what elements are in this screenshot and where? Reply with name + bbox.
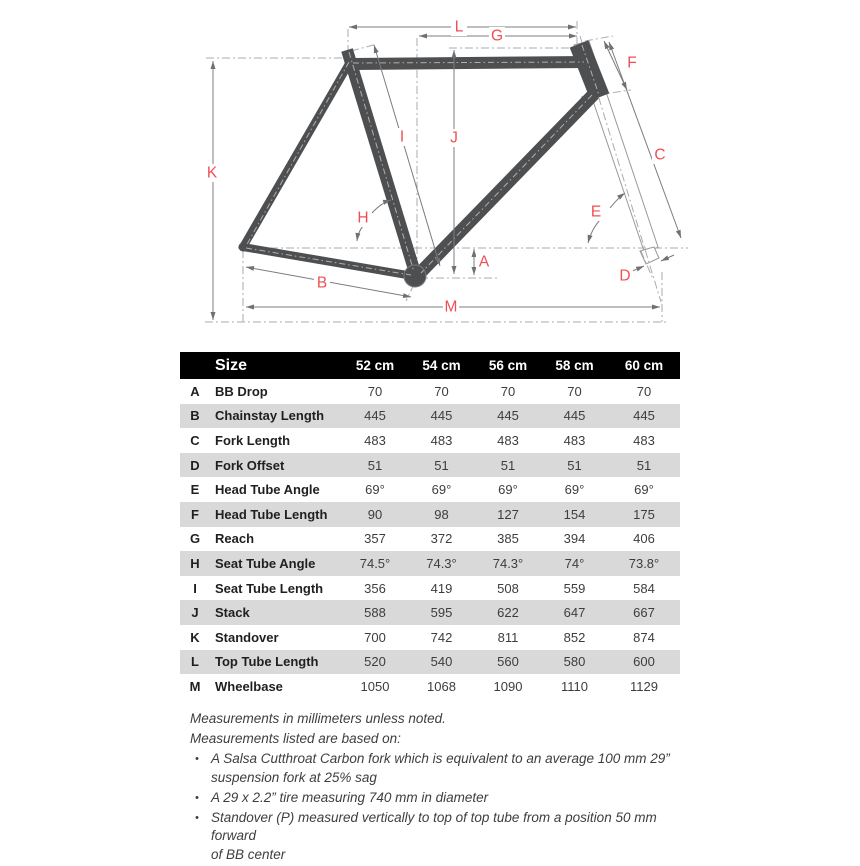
table-row-K: [180, 625, 680, 650]
row-value-58cm: 1110: [561, 678, 588, 694]
row-label: Wheelbase: [215, 678, 283, 694]
row-value-54cm: 540: [430, 654, 453, 670]
note-basis: Measurements listed are based on:: [190, 730, 401, 746]
dim-label-J: J: [450, 129, 458, 147]
row-value-52cm: 356: [364, 580, 386, 596]
table-row-L: [180, 650, 680, 675]
row-value-54cm: 1068: [427, 678, 456, 694]
row-label: Seat Tube Angle: [215, 555, 316, 571]
frame-geometry-diagram: [0, 0, 860, 350]
row-value-52cm: 51: [367, 457, 383, 473]
table-row-J: [180, 600, 680, 625]
row-label: Stack: [215, 605, 250, 621]
row-value-60cm: 483: [633, 432, 655, 448]
row-value-52cm: 700: [364, 629, 386, 645]
row-letter: K: [190, 629, 200, 645]
table-header-56cm: 56 cm: [488, 358, 528, 373]
row-value-58cm: 580: [563, 654, 586, 670]
row-value-56cm: 622: [497, 605, 519, 621]
row-value-54cm: 69°: [431, 482, 452, 498]
row-label: Seat Tube Length: [215, 580, 324, 596]
row-letter: B: [190, 408, 200, 424]
row-value-54cm: 445: [430, 408, 453, 424]
row-value-60cm: 51: [636, 457, 652, 473]
row-value-54cm: 98: [434, 506, 449, 522]
bullet-text: [211, 789, 488, 808]
table-row-M: [180, 674, 680, 699]
row-value-54cm: 419: [430, 580, 453, 596]
dim-label-A: A: [478, 253, 490, 271]
table-rows: [180, 379, 680, 699]
row-label: Fork Offset: [215, 457, 285, 473]
row-letter: I: [193, 580, 197, 596]
notes-bullets: [190, 750, 702, 865]
dim-E-angle-arc-upper: [610, 193, 625, 208]
bullet-text-line: Standover (P) measured vertically to top of top tube from a position 50 mm forward: [211, 809, 657, 844]
row-letter: J: [191, 605, 199, 621]
bullet-text-line: suspension fork at 25% sag: [211, 769, 377, 785]
table-header-60cm: 60 cm: [624, 358, 664, 373]
row-value-56cm: 127: [497, 506, 519, 522]
row-value-58cm: 852: [563, 629, 586, 645]
row-value-56cm: 811: [497, 629, 519, 645]
row-label: Fork Length: [215, 432, 291, 448]
dim-F-head-tube: [604, 41, 627, 90]
row-value-56cm: 51: [500, 457, 516, 473]
row-value-58cm: 647: [563, 605, 586, 621]
row-value-52cm: 1050: [360, 678, 390, 694]
bullet-text-line: A Salsa Cutthroat Carbon fork which is equivalent to an average 100 mm 29”: [211, 750, 670, 766]
row-value-58cm: 483: [563, 432, 586, 448]
row-value-58cm: 70: [567, 383, 582, 399]
row-value-58cm: 51: [567, 457, 582, 473]
table-row-D: [180, 453, 680, 478]
table-header-58cm: 58 cm: [555, 358, 594, 373]
table-header-54cm: 54 cm: [422, 358, 461, 373]
dim-label-G: G: [490, 27, 504, 45]
dim-label-M: M: [444, 298, 458, 316]
row-letter: M: [189, 678, 201, 694]
measurement-notes: [190, 710, 702, 866]
row-letter: D: [190, 457, 200, 473]
row-value-54cm: 483: [430, 432, 453, 448]
table-row-G: [180, 527, 680, 552]
bullet-icon: •: [195, 752, 199, 765]
row-value-60cm: 1129: [630, 678, 658, 694]
row-value-56cm: 385: [497, 531, 519, 547]
note-units: Measurements in millimeters unless noted.: [190, 711, 446, 726]
dim-label-H: H: [357, 209, 369, 227]
row-value-54cm: 742: [430, 629, 453, 645]
bottom-bracket: [404, 265, 426, 287]
row-value-60cm: 175: [633, 506, 655, 522]
row-value-52cm: 70: [367, 383, 383, 399]
row-value-52cm: 520: [364, 654, 386, 670]
row-value-60cm: 445: [633, 408, 655, 424]
row-value-60cm: 69°: [634, 482, 654, 498]
row-value-52cm: 588: [364, 605, 386, 621]
row-value-56cm: 560: [497, 654, 519, 670]
dim-D-offset-right: [661, 255, 674, 261]
bullet-icon: •: [195, 791, 199, 804]
row-label: Standover: [215, 629, 279, 645]
row-value-54cm: 372: [430, 531, 453, 547]
bullet-text-line: A 29 x 2.2” tire measuring 740 mm in diameter: [211, 789, 489, 805]
row-value-52cm: 483: [364, 432, 386, 448]
row-label: Head Tube Angle: [215, 482, 320, 498]
row-value-52cm: 445: [364, 408, 386, 424]
table-row-B: [180, 404, 680, 429]
row-value-56cm: 74.3°: [492, 555, 524, 571]
dim-H-angle-arc-lower: [357, 226, 363, 241]
row-label: Head Tube Length: [215, 506, 328, 522]
table-row-E: [180, 477, 680, 502]
row-value-54cm: 70: [434, 383, 449, 399]
row-letter: E: [190, 482, 200, 498]
row-label: Chainstay Length: [215, 408, 325, 424]
row-value-58cm: 154: [563, 506, 586, 522]
row-value-60cm: 73.8°: [628, 555, 660, 571]
row-value-52cm: 90: [367, 506, 383, 522]
table-header-52cm: 52 cm: [355, 358, 395, 373]
table-row-C: [180, 428, 680, 453]
row-value-58cm: 559: [563, 580, 586, 596]
dim-label-L: L: [454, 18, 464, 36]
dim-label-F: F: [627, 54, 637, 72]
row-label: Top Tube Length: [215, 654, 319, 670]
row-value-58cm: 74°: [564, 555, 585, 571]
row-value-54cm: 595: [430, 605, 453, 621]
frame-geometry-svg: [0, 0, 860, 350]
table-row-I: [180, 576, 680, 601]
table-header: [180, 352, 680, 379]
geometry-table: [180, 352, 680, 699]
row-letter: C: [190, 432, 200, 448]
bullet-text: [211, 750, 670, 788]
row-value-60cm: 406: [633, 531, 655, 547]
row-value-58cm: 445: [563, 408, 586, 424]
table-header-size: Size: [215, 356, 248, 374]
note-bullet-2: [190, 789, 702, 808]
dim-label-B: B: [316, 274, 328, 292]
dim-label-D: D: [619, 267, 631, 285]
row-value-60cm: 584: [633, 580, 655, 596]
row-value-56cm: 483: [497, 432, 519, 448]
row-letter: H: [190, 555, 200, 571]
row-value-52cm: 74.5°: [359, 555, 391, 571]
row-letter: F: [191, 506, 199, 522]
bike-frame: [239, 44, 601, 287]
bullet-icon: •: [195, 811, 199, 824]
row-label: Reach: [215, 531, 255, 547]
row-letter: L: [191, 654, 199, 670]
row-value-52cm: 357: [364, 531, 386, 547]
dim-label-C: C: [654, 146, 666, 164]
dim-E-angle-arc-lower: [588, 219, 601, 243]
row-value-56cm: 70: [500, 383, 516, 399]
row-value-60cm: 70: [636, 383, 652, 399]
row-value-56cm: 1090: [493, 678, 523, 694]
table-row-F: [180, 502, 680, 527]
row-value-58cm: 394: [563, 531, 586, 547]
row-value-54cm: 51: [434, 457, 449, 473]
dim-label-E: E: [590, 203, 602, 221]
bullet-text: [211, 809, 702, 866]
row-value-52cm: 69°: [365, 482, 385, 498]
row-letter: A: [190, 383, 200, 399]
row-value-60cm: 874: [633, 629, 655, 645]
dim-label-I: I: [399, 128, 405, 146]
table-row-A: [180, 379, 680, 404]
note-bullet-1: [190, 750, 702, 788]
note-bullet-3: [190, 809, 702, 866]
table-row-H: [180, 551, 680, 576]
row-value-56cm: 508: [497, 580, 519, 596]
row-value-58cm: 69°: [564, 482, 585, 498]
row-label: BB Drop: [215, 383, 268, 399]
row-value-54cm: 74.3°: [426, 555, 457, 571]
row-value-56cm: 69°: [498, 482, 518, 498]
bullet-text-line: of BB center: [211, 847, 286, 863]
tube-centerlines: [246, 45, 602, 275]
row-value-60cm: 600: [633, 654, 655, 670]
dim-label-K: K: [206, 164, 218, 182]
row-value-60cm: 667: [633, 605, 655, 621]
rear-dropout: [239, 243, 248, 252]
row-value-56cm: 445: [497, 408, 519, 424]
row-letter: G: [189, 531, 201, 547]
